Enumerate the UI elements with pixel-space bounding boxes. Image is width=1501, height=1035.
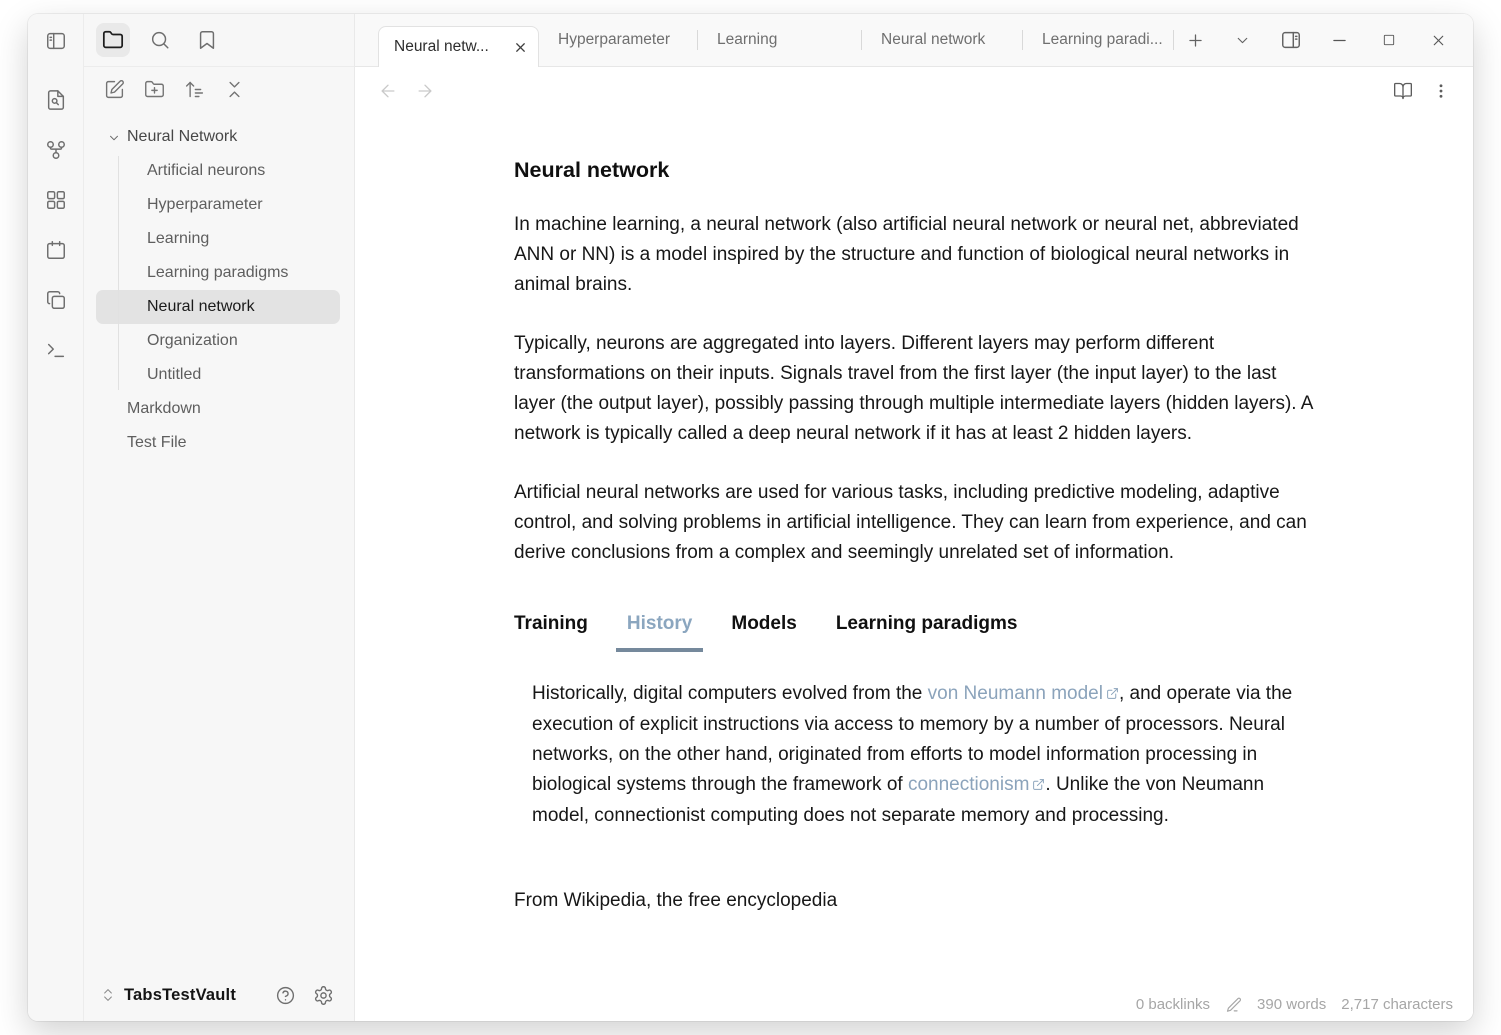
new-tab-icon[interactable] — [1186, 31, 1205, 50]
backlinks-count[interactable]: 0 backlinks — [1135, 995, 1211, 1013]
canvas-icon[interactable] — [39, 183, 73, 217]
external-link-icon — [1106, 680, 1119, 710]
tree-item[interactable] — [96, 188, 340, 222]
templates-icon[interactable] — [39, 283, 73, 317]
vault-row — [84, 969, 354, 1021]
history-paragraph — [532, 679, 1294, 831]
text-segment: Historically, digital computers evolved from the — [532, 683, 928, 704]
tree-folder-neural-network[interactable] — [96, 120, 340, 154]
reading-view-icon[interactable] — [1393, 81, 1413, 101]
tree-item[interactable] — [96, 256, 340, 290]
von-neumann-model-link[interactable]: von Neumann model — [927, 683, 1103, 704]
indent-guide — [118, 156, 119, 390]
settings-icon[interactable] — [313, 985, 334, 1006]
forward-icon[interactable] — [415, 81, 435, 101]
tree-item[interactable] — [96, 358, 340, 392]
tab-label: Neural network — [881, 30, 986, 48]
vault-name[interactable]: TabsTestVault — [124, 985, 237, 1004]
file-tree — [84, 108, 354, 460]
tree-item[interactable] — [96, 324, 340, 358]
tab-label: Learning paradi... — [1042, 30, 1163, 48]
file-label: Test File — [127, 434, 187, 451]
files-tab-icon[interactable] — [96, 23, 130, 57]
left-sidebar — [28, 14, 354, 1021]
new-note-icon[interactable] — [104, 79, 125, 100]
more-options-icon[interactable] — [1432, 82, 1450, 100]
collapse-all-icon[interactable] — [224, 79, 245, 100]
external-link-icon — [1032, 771, 1045, 801]
tab-bar — [355, 14, 1473, 67]
command-palette-icon[interactable] — [39, 333, 73, 367]
close-window-icon[interactable] — [1430, 32, 1447, 49]
minimize-icon[interactable] — [1331, 32, 1348, 49]
file-label: Neural network — [147, 298, 255, 315]
toggle-left-sidebar-icon[interactable] — [39, 24, 73, 58]
status-bar — [1114, 987, 1473, 1021]
doc-tab-training[interactable]: Training — [514, 613, 588, 634]
editor[interactable] — [355, 114, 1473, 1021]
character-count[interactable]: 2,717 characters — [1341, 995, 1453, 1013]
file-explorer-toolbar — [84, 67, 354, 108]
quick-switcher-icon[interactable] — [39, 83, 73, 117]
new-folder-icon[interactable] — [144, 79, 165, 100]
tree-item-selected[interactable] — [96, 290, 340, 324]
ribbon — [28, 14, 84, 1021]
edit-indicator-icon[interactable] — [1225, 996, 1242, 1013]
maximize-icon[interactable] — [1382, 33, 1396, 47]
sort-order-icon[interactable] — [184, 79, 205, 100]
tab-list-icon[interactable] — [1234, 32, 1251, 49]
window-controls — [1331, 32, 1473, 49]
tab-neural-network-2[interactable] — [862, 14, 1022, 66]
page-title: Neural network — [514, 158, 670, 182]
tab-learning[interactable] — [698, 14, 861, 66]
graph-view-icon[interactable] — [39, 133, 73, 167]
tab-neural-network-active[interactable] — [378, 26, 539, 67]
back-icon[interactable] — [378, 81, 398, 101]
text-segment: . Unlike the von Neumann model, connectionist computing does not separate memory and processing. — [532, 774, 1265, 826]
tree-item[interactable] — [96, 154, 340, 188]
attribution-text: From Wikipedia, the free encyclopedia — [514, 890, 838, 911]
vault-switcher-icon[interactable] — [100, 987, 116, 1003]
document-tab-group — [514, 609, 1314, 639]
close-tab-icon[interactable] — [513, 40, 528, 55]
word-count[interactable]: 390 words — [1257, 995, 1327, 1013]
file-explorer — [84, 14, 354, 1021]
file-label: Learning — [147, 230, 210, 247]
tree-item[interactable] — [96, 222, 340, 256]
doc-tab-models[interactable]: Models — [731, 613, 797, 634]
file-label: Untitled — [147, 366, 202, 383]
main-area — [354, 14, 1473, 1021]
app-window — [28, 14, 1473, 1021]
tab-label: Hyperparameter — [558, 30, 670, 48]
tree-item[interactable] — [96, 392, 340, 426]
paragraph: Artificial neural networks are used for various tasks, including predictive modeling, adaptive control, and solving problems in artificial intelligence. They can learn from experience, and can derive conclusions from a complex and seemingly unrelated set of information. — [514, 482, 1307, 563]
document — [514, 114, 1314, 916]
doc-tab-learning-paradigms[interactable]: Learning paradigms — [835, 613, 1018, 634]
folder-label: Neural Network — [127, 128, 238, 145]
file-label: Markdown — [127, 400, 201, 417]
search-tab-icon[interactable] — [143, 23, 177, 57]
bookmarks-tab-icon[interactable] — [190, 23, 224, 57]
file-label: Organization — [147, 332, 238, 349]
toggle-right-sidebar-icon[interactable] — [1280, 29, 1302, 51]
tab-hyperparameter[interactable] — [539, 14, 697, 66]
file-label: Hyperparameter — [147, 196, 263, 213]
paragraph: In machine learning, a neural network (also artificial neural network or neural net, abbreviated ANN or NN) is a model inspired by the structure and function of biological neural networks in animal brains. — [514, 214, 1299, 295]
doc-tab-history[interactable]: History — [627, 609, 692, 639]
tab-label: Neural netw... — [394, 38, 489, 55]
tab-separator — [1173, 30, 1174, 50]
tab-label: Learning — [717, 30, 778, 48]
tree-item[interactable] — [96, 426, 340, 460]
chevron-down-icon — [106, 131, 122, 145]
text-segment: , and operate via the execution of explicit instructions via access to memory by a number of processors. Neural networks, on the other hand, originated from efforts to model information processing in biological systems through the framework of — [532, 683, 1293, 795]
tab-actions — [1186, 29, 1302, 51]
file-label: Learning paradigms — [147, 264, 289, 281]
file-label: Artificial neurons — [147, 162, 266, 179]
help-icon[interactable] — [275, 985, 296, 1006]
paragraph: Typically, neurons are aggregated into layers. Different layers may perform different transformations on their inputs. Signals travel from the first layer (the input layer) to the last layer (the output layer), possibly passing through multiple intermediate layers (hidden layers). A network is typically called a deep neural network if it has at least 2 hidden layers. — [514, 333, 1313, 444]
connectionism-link[interactable]: connectionism — [907, 774, 1030, 795]
daily-note-icon[interactable] — [39, 233, 73, 267]
sidebar-view-switcher — [84, 14, 354, 67]
view-header — [355, 67, 1473, 114]
tab-learning-paradigms[interactable] — [1023, 14, 1173, 66]
